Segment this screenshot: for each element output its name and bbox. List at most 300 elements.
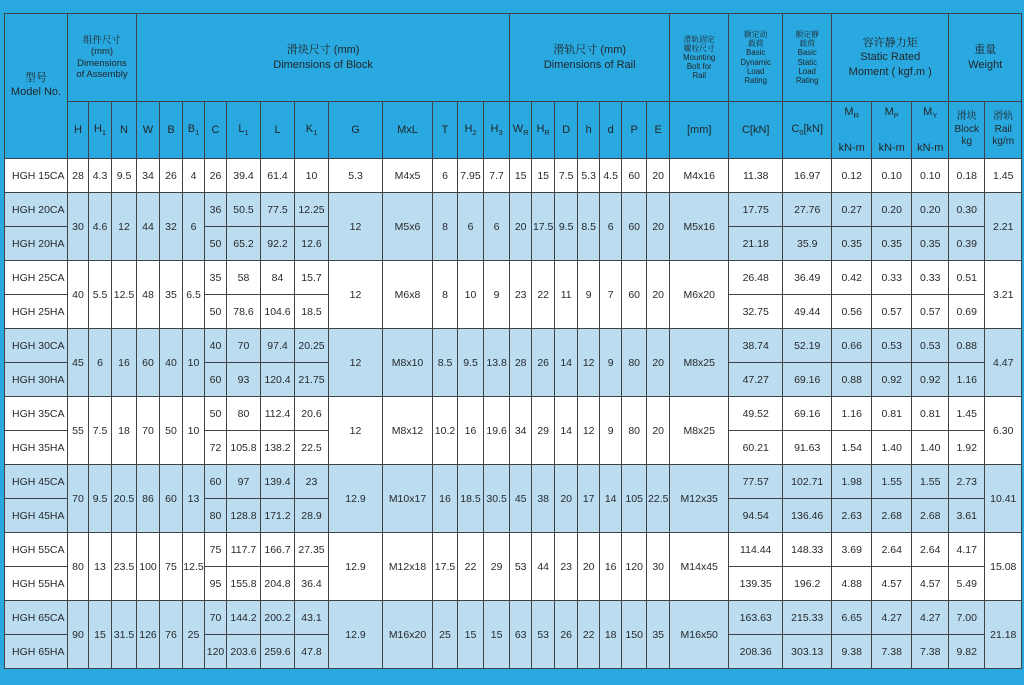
cell-K1: 12.6 [295,227,329,261]
cell-blk: 7.00 [949,601,985,635]
cell-MR: 0.42 [832,261,872,295]
cell-Cd: 47.27 [729,363,783,397]
cell-E: 20 [647,397,670,465]
header-line: Rail [692,71,706,81]
dim-symbol: $M_R$ [844,106,860,121]
cell-D: 23 [555,533,578,601]
header-line: (mm) [90,46,114,58]
cell-h: 17 [578,465,600,533]
header-line: 滑轨尺寸 (mm) [553,44,627,57]
cell-MY: 0.53 [912,329,949,363]
cell-H3: 19.6 [484,397,510,465]
cell-D: 14 [555,329,578,397]
cell-MR: 1.16 [832,397,872,431]
dim-symbol: $L_1$ [238,122,249,138]
cell-MR: 4.88 [832,567,872,601]
cell-model: HGH 35HA [5,431,68,465]
cell-L1: 65.2 [227,227,261,261]
cell-B1: 12.5 [183,533,205,601]
cell-N: 20.5 [112,465,137,533]
dim-symbol: $W_R$ [512,122,529,138]
cell-Cd: 77.57 [729,465,783,499]
cell-MP: 0.57 [872,295,912,329]
col-header-weight [949,14,1022,102]
cell-MxL: M12x18 [383,533,433,601]
cell-MP: 7.38 [872,635,912,669]
cell-K1: 27.35 [295,533,329,567]
cell-H3: 13.8 [484,329,510,397]
cell-T: 6 [433,159,458,193]
header-line: Moment ( kgf.m ) [848,65,932,78]
cell-MY: 4.27 [912,601,949,635]
cell-G: 12.9 [329,465,383,533]
cell-H: 45 [68,329,89,397]
col-header-dim-P [622,102,647,159]
cell-MR: 0.27 [832,193,872,227]
cell-L: 120.4 [261,363,295,397]
cell-HR: 53 [532,601,555,669]
cell-L1: 144.2 [227,601,261,635]
cell-MP: 1.55 [872,465,912,499]
cell-blk: 0.88 [949,329,985,363]
cell-W: 48 [137,261,160,329]
dim-symbol: W [142,124,154,136]
cell-MP: 1.40 [872,431,912,465]
cell-d: 14 [600,465,622,533]
col-header-dim-d [600,102,622,159]
header-line: 滑块尺寸 (mm) [286,44,360,57]
cell-L1: 105.8 [227,431,261,465]
cell-MY: 0.33 [912,261,949,295]
cell-P: 150 [622,601,647,669]
cell-C0: 69.16 [783,397,832,431]
cell-blk: 5.49 [949,567,985,601]
cell-G: 12 [329,397,383,465]
col-header-dim-D [555,102,578,159]
cell-N: 18 [112,397,137,465]
cell-L1: 128.8 [227,499,261,533]
cell-D: 9.5 [555,193,578,261]
cell-L: 138.2 [261,431,295,465]
cell-d: 18 [600,601,622,669]
cell-blk: 0.69 [949,295,985,329]
cell-H1: 13 [89,533,112,601]
cell-bolt: M6x20 [670,261,729,329]
cell-P: 80 [622,397,647,465]
cell-B1: 25 [183,601,205,669]
cell-L: 61.4 [261,159,295,193]
header-line: Load [798,66,816,76]
cell-H1: 4.6 [89,193,112,261]
cell-MY: 0.81 [912,397,949,431]
cell-B1: 6.5 [183,261,205,329]
cell-C: 120 [205,635,227,669]
header-line: 滑块 [956,111,977,123]
cell-MR: 6.65 [832,601,872,635]
col-header-static-load [783,14,832,102]
cell-H2: 22 [458,533,484,601]
spec-table-header [5,14,1022,159]
cell-d: 9 [600,329,622,397]
header-line: 容许静力矩 [862,37,918,50]
cell-model: HGH 15CA [5,159,68,193]
cell-L: 200.2 [261,601,295,635]
cell-Cd: 26.48 [729,261,783,295]
cell-Cd: 163.63 [729,601,783,635]
cell-model: HGH 30CA [5,329,68,363]
cell-P: 120 [622,533,647,601]
cell-B: 32 [160,193,183,261]
moment-stack [832,102,871,158]
header-line: 载荷 [799,39,816,49]
cell-C0: 215.33 [783,601,832,635]
cell-MP: 0.33 [872,261,912,295]
dim-symbol: H [74,124,82,136]
cell-H3: 7.7 [484,159,510,193]
cell-H: 70 [68,465,89,533]
cell-H: 28 [68,159,89,193]
cell-T: 8.5 [433,329,458,397]
cell-WR: 53 [510,533,532,601]
cell-HR: 29 [532,397,555,465]
cell-WR: 20 [510,193,532,261]
cell-D: 26 [555,601,578,669]
cell-C0: 49.44 [783,295,832,329]
header-line: Dimensions of Rail [543,58,636,71]
cell-WR: 15 [510,159,532,193]
cell-C: 72 [205,431,227,465]
cell-C0: 36.49 [783,261,832,295]
cell-Cd: 114.44 [729,533,783,567]
cell-HR: 22 [532,261,555,329]
cell-MR: 0.56 [832,295,872,329]
header-line: 螺栓尺寸 [683,43,715,53]
cell-MR: 9.38 [832,635,872,669]
cell-W: 70 [137,397,160,465]
cell-C0: 303.13 [783,635,832,669]
cell-MY: 0.20 [912,193,949,227]
header-line: Load [747,66,765,76]
cell-K1: 28.9 [295,499,329,533]
cell-MY: 0.57 [912,295,949,329]
cell-MP: 0.92 [872,363,912,397]
col-header-dim-HR [532,102,555,159]
cell-W: 60 [137,329,160,397]
cell-MP: 0.35 [872,227,912,261]
header-line: 滑轨 [993,111,1014,123]
header-group-row [5,14,1022,102]
cell-bolt: M5x16 [670,193,729,261]
cell-K1: 47.8 [295,635,329,669]
header-line: Static Rated [860,51,921,64]
cell-rail-weight: 1.45 [985,159,1022,193]
cell-MR: 1.54 [832,431,872,465]
cell-model: HGH 55HA [5,567,68,601]
cell-H2: 18.5 [458,465,484,533]
moment-unit: kN-m [917,142,944,154]
cell-T: 17.5 [433,533,458,601]
cell-MY: 1.55 [912,465,949,499]
moment-unit: kN-m [878,142,905,154]
cell-C: 70 [205,601,227,635]
cell-model: HGH 35CA [5,397,68,431]
cell-h: 22 [578,601,600,669]
cell-d: 4.5 [600,159,622,193]
cell-H1: 15 [89,601,112,669]
cell-E: 20 [647,261,670,329]
cell-H1: 5.5 [89,261,112,329]
cell-N: 16 [112,329,137,397]
cell-K1: 10 [295,159,329,193]
header-line: 型号 [25,72,47,85]
cell-C: 60 [205,465,227,499]
cell-MR: 0.66 [832,329,872,363]
cell-C: 60 [205,363,227,397]
col-header-dim-N [112,102,137,159]
cell-C0: 136.46 [783,499,832,533]
dim-symbol: $B_1$ [187,122,200,138]
col-header-dim-H2 [458,102,484,159]
col-header-moment-Y [912,102,949,159]
cell-bolt: M4x16 [670,159,729,193]
col-header-dim-T [433,102,458,159]
cell-L1: 203.6 [227,635,261,669]
cell-rail-weight: 3.21 [985,261,1022,329]
col-header-dynamic-unit: C[kN] [729,102,783,159]
cell-H1: 4.3 [89,159,112,193]
cell-K1: 22.5 [295,431,329,465]
dim-symbol: $H_1$ [93,122,107,138]
table-row [5,159,1022,193]
header-line: 额定静 [795,29,819,39]
cell-MY: 2.64 [912,533,949,567]
cell-Cd: 11.38 [729,159,783,193]
cell-WR: 23 [510,261,532,329]
cell-Cd: 94.54 [729,499,783,533]
cell-N: 23.5 [112,533,137,601]
cell-B1: 6 [183,193,205,261]
cell-T: 16 [433,465,458,533]
dim-symbol: C [211,124,220,136]
cell-W: 126 [137,601,160,669]
cell-Cd: 208.36 [729,635,783,669]
header-line: Rating [795,75,819,85]
cell-blk: 0.39 [949,227,985,261]
table-row [5,193,1022,227]
cell-MP: 2.68 [872,499,912,533]
cell-bolt: M14x45 [670,533,729,601]
cell-C0: 91.63 [783,431,832,465]
cell-P: 105 [622,465,647,533]
cell-T: 25 [433,601,458,669]
cell-H2: 16 [458,397,484,465]
col-header-dim-B1 [183,102,205,159]
dim-symbol: $M_Y$ [923,106,938,121]
table-row [5,601,1022,635]
cell-L1: 58 [227,261,261,295]
cell-H1: 7.5 [89,397,112,465]
cell-T: 10.2 [433,397,458,465]
cell-d: 16 [600,533,622,601]
cell-H: 40 [68,261,89,329]
header-line: 滑轨固定 [683,34,715,44]
col-header-dim-W [137,102,160,159]
cell-C0: 69.16 [783,363,832,397]
cell-C0: 102.71 [783,465,832,499]
cell-C: 80 [205,499,227,533]
cell-W: 100 [137,533,160,601]
cell-B1: 10 [183,329,205,397]
header-sub-row [5,102,1022,159]
cell-L1: 93 [227,363,261,397]
col-header-weight-block [949,102,985,159]
cell-Cd: 38.74 [729,329,783,363]
cell-blk: 1.16 [949,363,985,397]
cell-B: 26 [160,159,183,193]
col-header-static-unit [783,102,832,159]
cell-model: HGH 45CA [5,465,68,499]
cell-bolt: M8x25 [670,397,729,465]
cell-h: 8.5 [578,193,600,261]
col-header-dim-WR [510,102,532,159]
cell-blk: 1.92 [949,431,985,465]
cell-C: 50 [205,295,227,329]
cell-K1: 23 [295,465,329,499]
moment-stack [912,102,948,158]
cell-G: 12 [329,193,383,261]
table-row [5,261,1022,295]
dim-symbol: N [120,124,128,136]
cell-MP: 0.10 [872,159,912,193]
cell-L1: 80 [227,397,261,431]
cell-K1: 15.7 [295,261,329,295]
cell-P: 60 [622,261,647,329]
table-row [5,465,1022,499]
cell-C: 50 [205,227,227,261]
cell-D: 11 [555,261,578,329]
cell-model: HGH 65CA [5,601,68,635]
cell-h: 5.3 [578,159,600,193]
cell-L: 204.8 [261,567,295,601]
cell-blk: 1.45 [949,397,985,431]
cell-HR: 15 [532,159,555,193]
cell-C0: 148.33 [783,533,832,567]
cell-model: HGH 55CA [5,533,68,567]
cell-rail-weight: 21.18 [985,601,1022,669]
cell-E: 22.5 [647,465,670,533]
cell-W: 86 [137,465,160,533]
cell-K1: 20.25 [295,329,329,363]
cell-W: 44 [137,193,160,261]
col-header-dim-L1 [227,102,261,159]
col-header-mounting-bolt [670,14,729,102]
cell-C: 26 [205,159,227,193]
cell-B: 76 [160,601,183,669]
cell-L: 77.5 [261,193,295,227]
cell-MxL: M5x6 [383,193,433,261]
col-header-dim-H [68,102,89,159]
header-line: 载荷 [747,39,764,49]
cell-H2: 7.95 [458,159,484,193]
header-line: Model No. [10,86,62,98]
cell-MP: 4.57 [872,567,912,601]
cell-L: 171.2 [261,499,295,533]
cell-P: 80 [622,329,647,397]
header-line: 额定动 [744,29,768,39]
cell-model: HGH 30HA [5,363,68,397]
cell-MY: 0.92 [912,363,949,397]
dim-symbol: $H_R$ [536,122,550,138]
col-header-dynamic-load [729,14,783,102]
col-header-dim-E [647,102,670,159]
cell-C: 35 [205,261,227,295]
cell-W: 34 [137,159,160,193]
cell-MY: 1.40 [912,431,949,465]
cell-L: 104.6 [261,295,295,329]
cell-rail-weight: 10.41 [985,465,1022,533]
col-header-dim-h [578,102,600,159]
cell-H: 90 [68,601,89,669]
col-header-moment-P [872,102,912,159]
cell-MR: 0.88 [832,363,872,397]
cell-H3: 9 [484,261,510,329]
cell-d: 7 [600,261,622,329]
cell-E: 20 [647,159,670,193]
cell-L: 92.2 [261,227,295,261]
cell-model: HGH 20CA [5,193,68,227]
cell-H3: 30.5 [484,465,510,533]
cell-MP: 4.27 [872,601,912,635]
cell-model: HGH 65HA [5,635,68,669]
dim-symbol: d [607,124,614,136]
cell-blk: 9.82 [949,635,985,669]
dim-symbol: B [167,124,175,136]
cell-D: 20 [555,465,578,533]
dim-symbol: G [351,124,360,136]
cell-MxL: M8x10 [383,329,433,397]
cell-MP: 2.64 [872,533,912,567]
col-header-dim-L [261,102,295,159]
cell-L: 166.7 [261,533,295,567]
moment-unit: kN-m [838,142,865,154]
cell-rail-weight: 2.21 [985,193,1022,261]
cell-H1: 6 [89,329,112,397]
cell-Cd: 17.75 [729,193,783,227]
cell-P: 60 [622,159,647,193]
spec-table [4,13,1022,669]
cell-C0: 16.97 [783,159,832,193]
col-header-assembly [68,14,137,102]
cell-rail-weight: 15.08 [985,533,1022,601]
cell-L: 259.6 [261,635,295,669]
cell-N: 9.5 [112,159,137,193]
header-line: Block [954,123,979,135]
cell-WR: 28 [510,329,532,397]
header-line: Basic [797,48,817,58]
cell-G: 12 [329,261,383,329]
col-header-dim-MxL [383,102,433,159]
dim-symbol: T [441,124,449,136]
cell-L: 84 [261,261,295,295]
header-line: Weight [968,58,1003,71]
cell-MR: 1.98 [832,465,872,499]
cell-model: HGH 45HA [5,499,68,533]
cell-E: 35 [647,601,670,669]
cell-B1: 10 [183,397,205,465]
cell-K1: 18.5 [295,295,329,329]
cell-L1: 50.5 [227,193,261,227]
cell-blk: 0.30 [949,193,985,227]
